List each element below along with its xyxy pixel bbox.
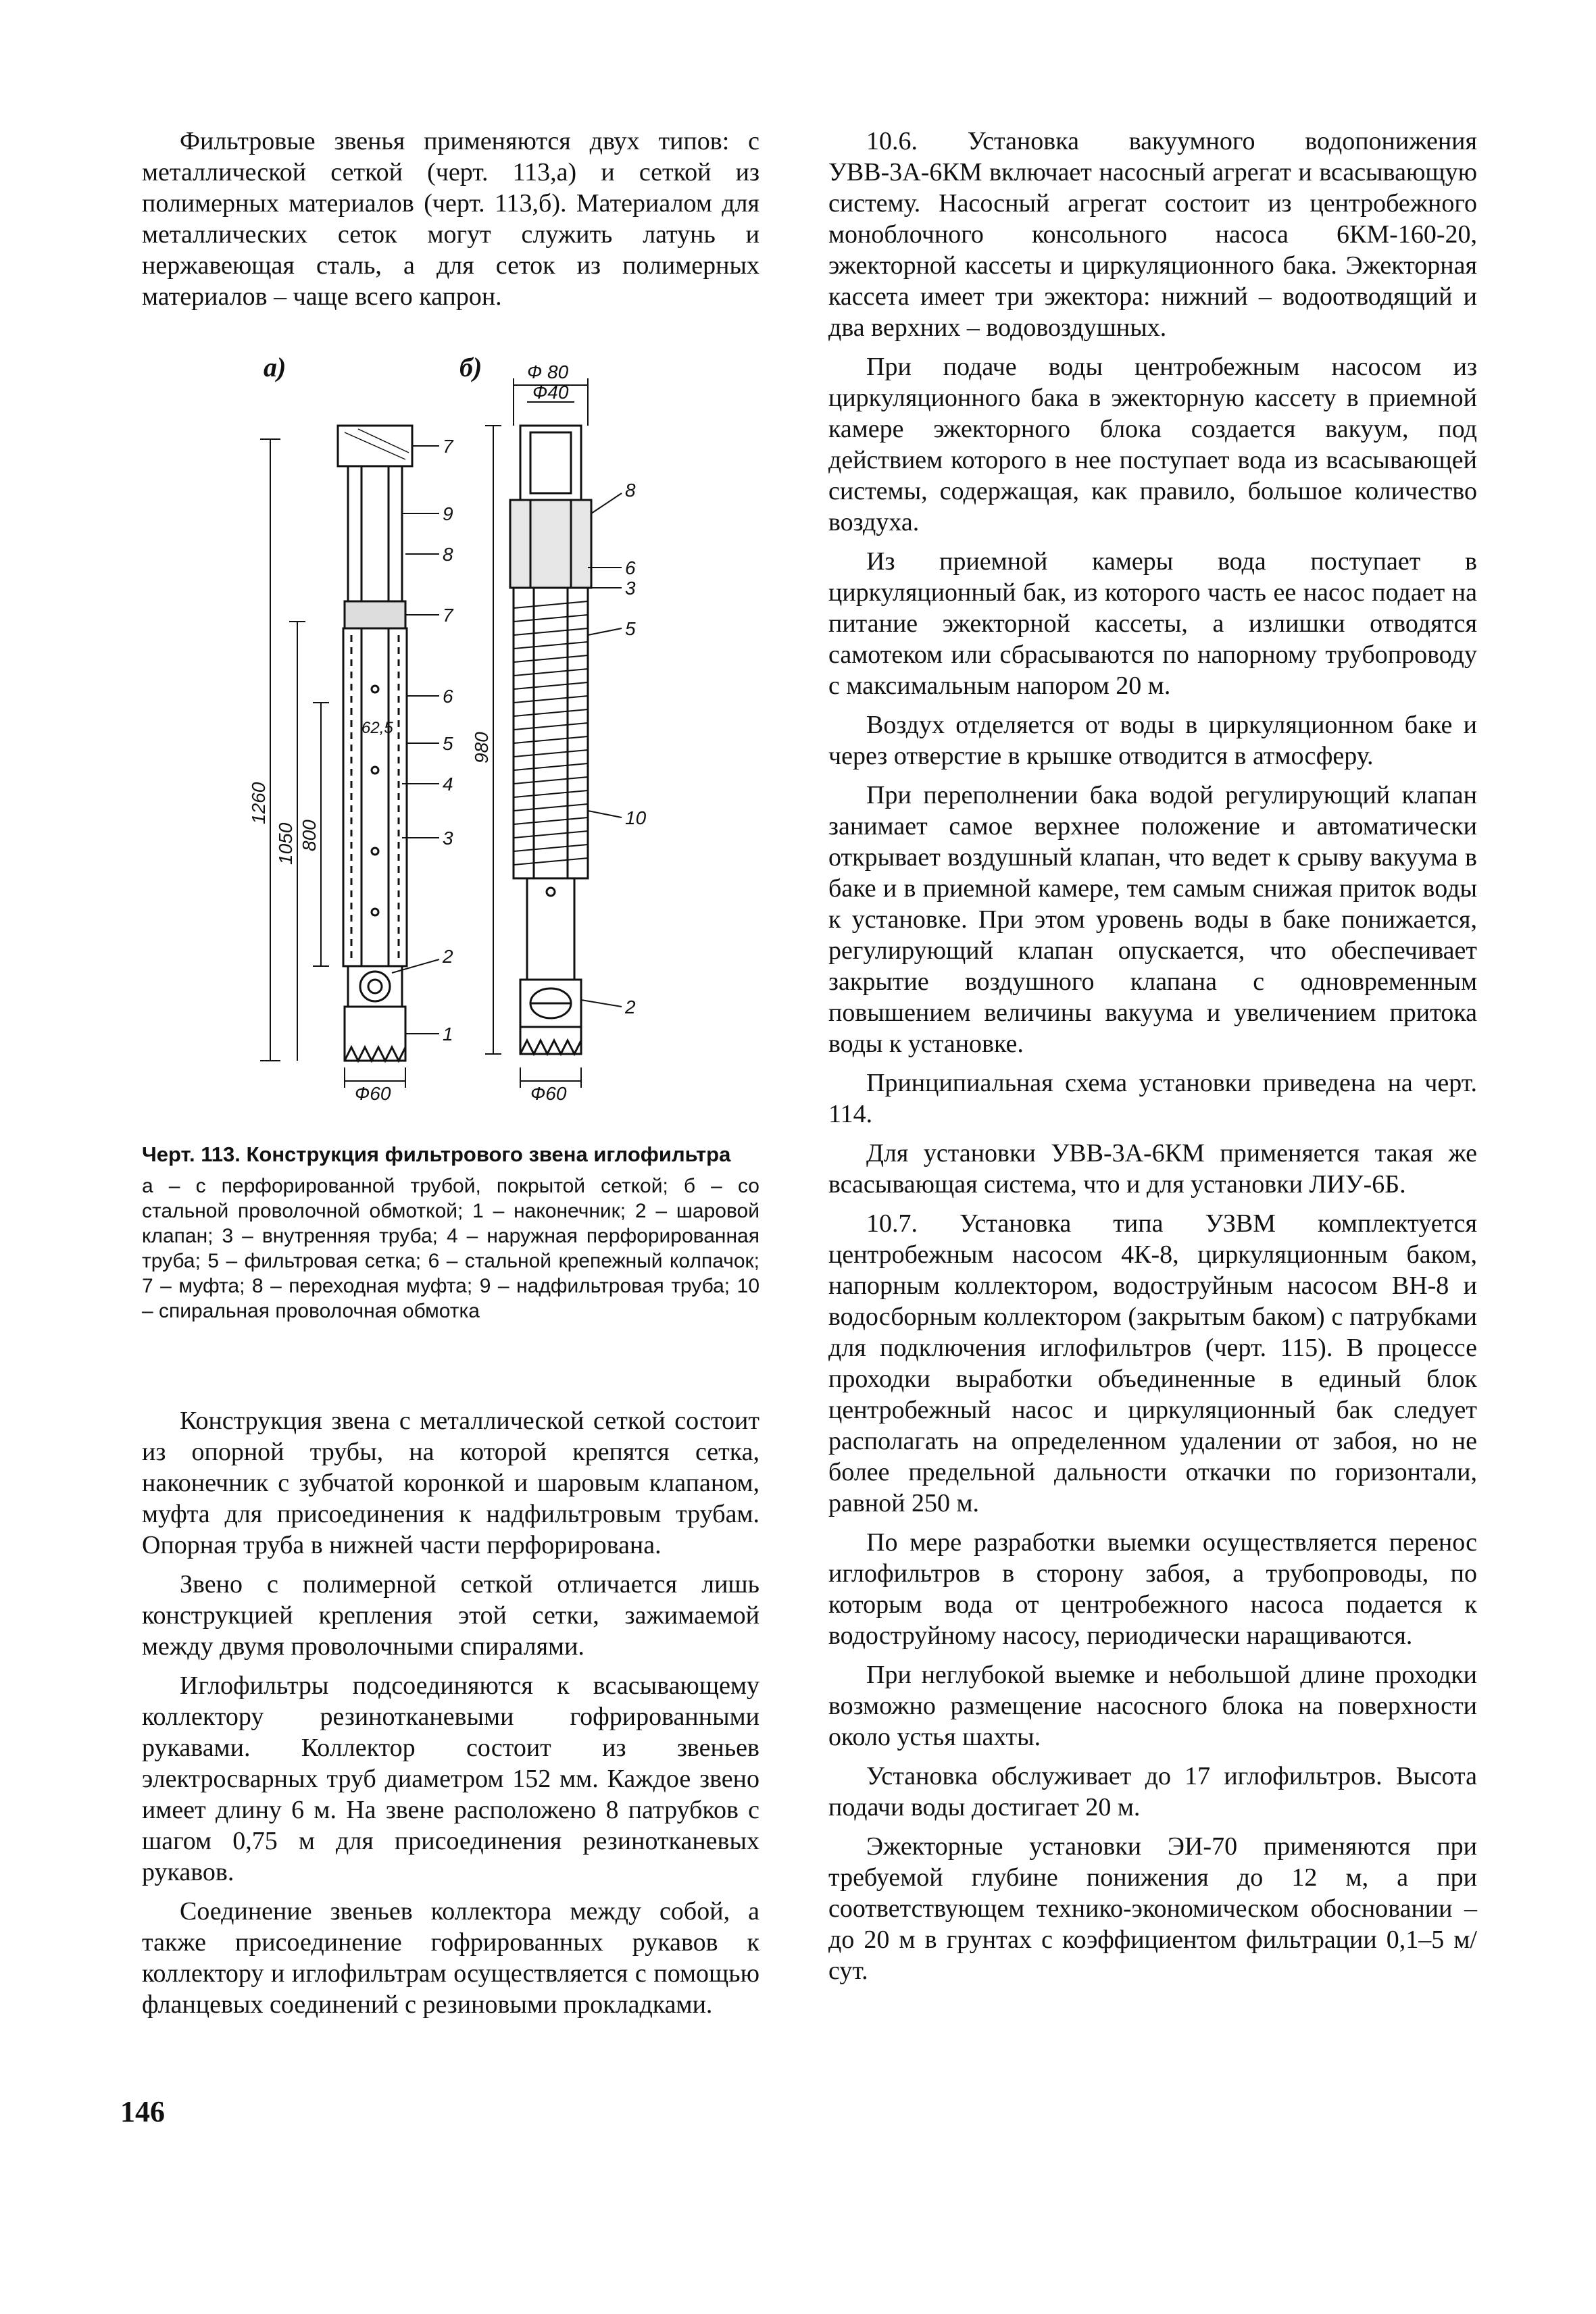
drawing-b <box>485 378 622 1088</box>
callout-b-6: 6 <box>625 557 636 578</box>
figure-label-a: а) <box>264 352 286 382</box>
paragraph: Воздух отделяется от воды в циркуляционном баке и через отверстие в крышке отводится в атмосферу. <box>828 711 1477 770</box>
paragraph: Звено с полимерной сеткой отличается лишь конструкцией крепления этой сетки, зажимаемой между двумя проволочными спиралями. <box>142 1570 759 1661</box>
figure-caption-title: Черт. 113. Конструкция фильтрового звена иглофильтра <box>142 1142 731 1166</box>
paragraph: Конструкция звена с металлической сеткой состоит из опорной трубы, на которой крепятся сетка, наконечник с зубчатой коронкой и шаровым клапаном, муфта для присоединения к надфильтровым трубам. Опорная труба в нижней части перфорирована. <box>142 1407 759 1559</box>
left-column-bottom <box>142 1405 759 2028</box>
dim-800: 800 <box>299 820 320 851</box>
dim-1260: 1260 <box>248 782 269 824</box>
paragraph: Соединение звеньев коллектора между собой, а также присоединение гофрированных рукавов к коллектору и иглофильтрам осуществляется с помощью фланцевых соединений с резиновыми прокладками. <box>142 1897 759 2019</box>
callout-a-1: 1 <box>443 1024 453 1045</box>
left-column-top <box>142 126 759 320</box>
dim-980: 980 <box>471 732 492 763</box>
figure-label-b: б) <box>459 352 482 382</box>
callout-b-5: 5 <box>625 618 636 639</box>
drawing-a <box>260 426 439 1088</box>
paragraph: При переполнении бака водой регулирующий клапан занимает самое верхнее положение и автоматически открывает воздушный клапан, что ведет к срыву вакуума в баке и в приемной камере, тем самым снижая приток воды к установке. При этом уровень воды в баке понижается, регулирующий клапан опускается, что обеспечивает закрытие воздушного клапана с одновременным повышением величины вакуума и увеличением притока воды к установке. <box>828 781 1477 1058</box>
figure-113 <box>223 351 655 1108</box>
paragraph: Иглофильтры подсоединяются к всасывающему коллектору резинотканевыми гофрированными рукавами. Коллектор состоит из звеньев электросварных труб диаметром 152 мм. Каждое звено имеет длину 6 м. На звене расположено 8 патрубков с шагом 0,75 м для присоединения резинотканевых рукавов. <box>142 1671 759 1886</box>
dim-d40: Ф40 <box>532 382 569 403</box>
callout-b-8: 8 <box>625 480 636 501</box>
dim-d60-b: Ф60 <box>530 1083 567 1104</box>
filter-link-drawing <box>223 351 655 1108</box>
dim-62-5: 62,5 <box>361 719 393 737</box>
callout-a-8: 8 <box>443 544 453 565</box>
callout-a-5: 5 <box>443 733 453 754</box>
callout-a-4: 4 <box>443 774 453 795</box>
paragraph: При подаче воды центробежным насосом из циркуляционного бака в эжекторную кассету в приемной камере эжекторного блока создается вакуум, под действием которого в нее поступает вода из всасывающей системы, содержащая, как правило, большое количество воздуха. <box>828 353 1477 536</box>
figure-caption-legend: а – с перфорированной трубой, покрытой сеткой; б – со стальной проволочной обмоткой; 1 – наконечник; 2 – шаровой клапан; 3 – внутренняя труба; 4 – наружная перфорированная труба; 5 – фильтровая сетка; 6 – стальной крепежный колпачок; 7 – муфта; 8 – переходная муфта; 9 – надфильтровая труба; 10 – спиральная проволочная обмотка <box>142 1175 759 1322</box>
paragraph: Для установки УВВ-3А-6КМ применяется такая же всасывающая система, что и для установки ЛИУ-6Б. <box>828 1139 1477 1199</box>
callout-b-10: 10 <box>625 807 647 828</box>
page-number: 146 <box>120 2095 165 2128</box>
paragraph: Из приемной камеры вода поступает в циркуляционный бак, из которого часть ее насос подает на питание эжекторной кассеты, а излишки отводятся самотеком или сбрасываются по напорному трубопроводу с максимальным напором 20 м. <box>828 547 1477 700</box>
callout-b-3: 3 <box>625 578 636 599</box>
callout-a-2: 2 <box>443 946 453 967</box>
callout-b-2: 2 <box>625 997 636 1017</box>
section-10-7-paragraph: 10.7. Установка типа УЗВМ комплектуется центробежным насосом 4К-8, циркуляционным баком, напорным коллектором, водоструйным насосом ВН-8 и водосборным коллектором (закрытым баком) с патрубками для подключения иглофильтров (черт. 115). В процессе проходки выработки объединенные в единый блок центробежный насос и циркуляционный бак следует располагать на определенном удалении от забоя, но не более предельной дальности откачки по горизонтали, равной 250 м. <box>828 1209 1477 1517</box>
paragraph: Принципиальная схема установки приведена на черт. 114. <box>828 1069 1477 1128</box>
dim-d60-a: Ф60 <box>355 1083 391 1104</box>
callout-a-7: 7 <box>443 605 453 626</box>
paragraph: Фильтровые звенья применяются двух типов: с металлической сеткой (черт. 113,а) и сеткой из полимерных материалов (черт. 113,б). Материалом для металлических сеток могут служить латунь и нержавеющая сталь, а для сеток из полимерных материалов – чаще всего капрон. <box>142 127 759 311</box>
callout-a-9: 9 <box>443 503 453 524</box>
dim-d80: Ф 80 <box>527 361 569 382</box>
callout-a-6: 6 <box>443 686 453 707</box>
paragraph: Установка обслуживает до 17 иглофильтров. Высота подачи воды достигает 20 м. <box>828 1762 1477 1821</box>
callout-a-3: 3 <box>443 828 453 849</box>
paragraph: По мере разработки выемки осуществляется перенос иглофильтров в сторону забоя, а трубопроводы, по которым вода от центробежного насоса подается к водоструйному насосу, периодически наращиваются. <box>828 1528 1477 1650</box>
right-column <box>828 126 1477 1994</box>
paragraph: При неглубокой выемке и небольшой длине проходки возможно размещение насосного блока на поверхности около устья шахты. <box>828 1661 1477 1751</box>
section-10-6-paragraph: 10.6. Установка вакуумного водопонижения УВВ-3А-6КМ включает насосный агрегат и всасывающую систему. Насосный агрегат состоит из центробежного моноблочного консольного насоса 6КМ-160-20, эжекторной кассеты и циркуляционного бака. Эжекторная кассета имеет три эжектора: нижний – водоотводящий и два верхних – водовоздушных. <box>828 127 1477 342</box>
callout-a-7-top: 7 <box>443 436 453 457</box>
dim-1050: 1050 <box>275 822 296 865</box>
paragraph: Эжекторные установки ЭИ-70 применяются при требуемой глубине понижения до 12 м, а при соответствующем технико-экономическом обосновании – до 20 м в грунтах с коэффициентом фильтрации 0,1–5 м/сут. <box>828 1832 1477 1985</box>
figure-caption <box>142 1142 759 1324</box>
